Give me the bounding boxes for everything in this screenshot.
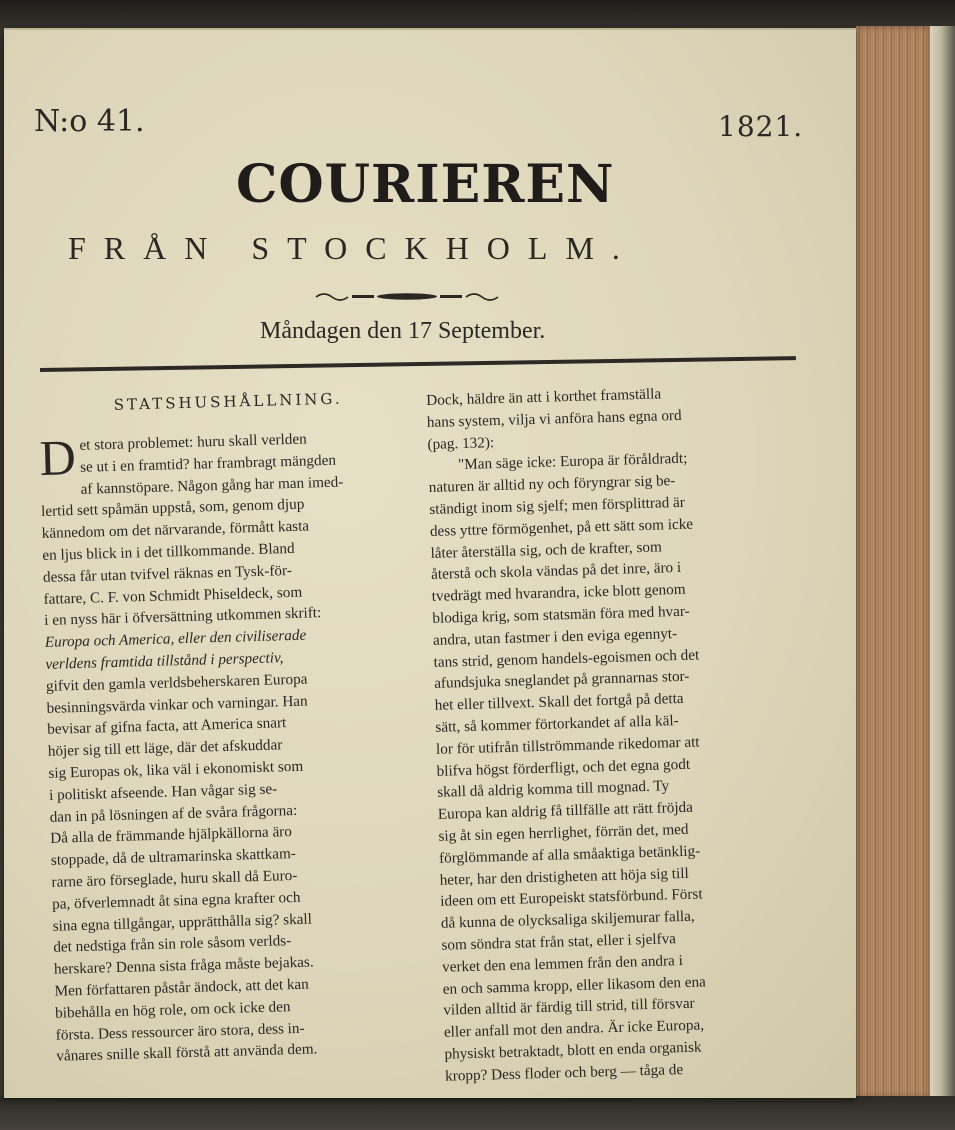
text-line: besinningsvärda vinkar och varningar. Han bbox=[46, 692, 308, 717]
text-line: som söndra stat från stat, eller i sjelfva bbox=[441, 930, 677, 954]
article-body-right bbox=[426, 379, 840, 1087]
text-line: "Man säge icke: Europa är föråldradt; bbox=[457, 450, 688, 474]
text-line: se ut i en framtid? har frambragt mängden bbox=[79, 451, 337, 476]
text-line: stoppade, då de ultramarinska skattkam- bbox=[50, 845, 297, 869]
text-line: lertid sett spåmän uppstå, som, genom djup bbox=[40, 496, 305, 521]
text-line: af kannstöpare. Någon gång har man imed- bbox=[80, 473, 344, 498]
text-line: skall då aldrig komma till mognad. Ty bbox=[437, 777, 670, 802]
text-line: naturen är alltid ny och föryngrar sig be- bbox=[428, 472, 676, 497]
masthead-subtitle: FRÅN STOCKHOLM. bbox=[68, 230, 638, 266]
text-line: en och samma kropp, eller likasom den ena bbox=[442, 972, 707, 998]
text-line: bevisar af gifna facta, att America snart bbox=[47, 714, 287, 739]
text-line: dessa får utan tvifvel räknas en Tysk-för- bbox=[42, 561, 293, 586]
text-line: verket den ena lemmen från den andra i bbox=[441, 951, 684, 976]
drop-cap: D bbox=[38, 428, 77, 486]
text-line: tans strid, genom handels-egoismen och det bbox=[433, 646, 700, 671]
text-line: Då alla de främmande hjälpkällorna äro bbox=[50, 823, 293, 848]
text-line: sina egna tillgångar, upprätthålla sig? skall bbox=[52, 910, 313, 935]
text-line: bibehålla en hög role, om ock icke den bbox=[54, 997, 291, 1022]
text-line-italic: verldens framtida tillstånd i perspectiv, bbox=[45, 649, 284, 673]
text-line: rarne äro förseglade, huru skall då Euro- bbox=[51, 866, 298, 891]
text-line: et stora problemet: huru skall verlden bbox=[79, 430, 307, 454]
text-line: sätt, så kommer förtorkandet af alla käl- bbox=[435, 712, 679, 736]
text-line: blodiga krig, som statsmän föra med hvar- bbox=[432, 602, 690, 627]
text-line: sig Europas ok, lika väl i ekonomiskt som bbox=[48, 757, 304, 782]
book-page-edges bbox=[856, 26, 934, 1098]
text-line: kännedom om det närvarande, förmått kasta bbox=[41, 517, 310, 543]
text-line: ständigt inom sig sjelf; men försplittrad är bbox=[429, 493, 686, 518]
text-line: förglömmande af alla småaktiga betänklig- bbox=[438, 842, 701, 867]
text-line: het eller tillvext. Skall det fortgå på detta bbox=[434, 690, 684, 715]
text-line: heter, har den dristigheten att höja sig till bbox=[439, 864, 689, 889]
book-cover-edge bbox=[930, 26, 955, 1098]
text-line: hans system, vilja vi anföra hans egna ord bbox=[426, 406, 682, 431]
scan-bottom-shadow bbox=[0, 1096, 955, 1130]
text-line: Dock, häldre än att i korthet framställa bbox=[426, 385, 662, 409]
issue-date: Måndagen den 17 September. bbox=[260, 318, 546, 344]
text-line: herskare? Denna sista fråga måste bejakas. bbox=[53, 953, 314, 978]
text-line: då kunna de olycksaliga skiljemurar falla, bbox=[440, 907, 695, 932]
text-line: vånares snille skall förstå att använda dem. bbox=[56, 1040, 318, 1066]
text-line: Men författaren påstår ändock, att det kan bbox=[54, 975, 309, 1000]
text-line: höjer sig till ett läge, där det afskuddar bbox=[47, 736, 283, 761]
text-line-italic: Europa och America, eller den civiliserade bbox=[44, 626, 307, 652]
text-line: fattare, C. F. von Schmidt Phiseldeck, som bbox=[43, 583, 303, 608]
text-line: afundsjuka sneglandet på grannarnas stor- bbox=[433, 668, 690, 693]
text-line: eller anfall mot den andra. Är icke Europa, bbox=[443, 1016, 705, 1041]
text-line: ideen om ett Europeiskt statsförbund. Först bbox=[440, 885, 703, 911]
section-heading: STATSHUSHÅLLNING. bbox=[113, 389, 343, 414]
text-line: det nedstiga från sin role såsom verlds- bbox=[53, 932, 292, 957]
text-line: låter återställa sig, och de krafter, som bbox=[430, 538, 663, 562]
text-line: lor för utifrån tillströmmande rikedomar att bbox=[435, 733, 700, 758]
text-line: i politiskt afseende. Han vågar sig se- bbox=[48, 780, 278, 804]
text-line: dan in på lösningen af de svåra frågorna: bbox=[49, 801, 298, 826]
text-line: återstå och skola vändas på det inre, äro i bbox=[430, 559, 682, 584]
text-line: en ljus blick in i det tillkommande. Bland bbox=[42, 539, 295, 564]
text-line: första. Dess ressourcer äro stora, dess in- bbox=[55, 1019, 305, 1044]
text-line: tvedrägt med hvarandra, icke blott genom bbox=[431, 581, 686, 606]
text-line: vilden alltid är färdig till strid, till försvar bbox=[443, 995, 695, 1020]
text-line: Europa kan aldrig få tillfälle att rätt fröjda bbox=[437, 798, 694, 823]
header-rule bbox=[40, 356, 796, 372]
newspaper-page bbox=[4, 28, 856, 1098]
text-line: dess yttre förmögenhet, på ett sätt som icke bbox=[429, 515, 694, 540]
text-line: kropp? Dess floder och berg — tåga de bbox=[444, 1060, 684, 1085]
right-column bbox=[426, 379, 840, 1087]
text-line: blifva högst förderfligt, och det egna godt bbox=[436, 755, 691, 780]
text-line: pa, öfverlemnadt åt sina egna krafter och bbox=[51, 888, 301, 913]
text-line: i en nyss här i öfversättning utkommen skrift: bbox=[43, 604, 322, 630]
left-column bbox=[38, 387, 437, 1067]
text-line: sig åt sin egen herrlighet, förrän det, med bbox=[438, 820, 689, 845]
text-line: (pag. 132): bbox=[427, 433, 495, 453]
text-line: gifvit den gamla verldsbeherskaren Europa bbox=[45, 670, 308, 695]
ornament-divider-icon bbox=[312, 285, 502, 307]
masthead-title: COURIEREN bbox=[236, 154, 615, 215]
text-line: physiskt betraktadt, blott en enda organisk bbox=[444, 1038, 702, 1063]
text-line: andra, utan fastmer i den eviga egennyt- bbox=[432, 624, 678, 649]
issue-number: N:o 41. bbox=[34, 104, 145, 139]
issue-year: 1821. bbox=[718, 110, 804, 143]
article-body-left bbox=[39, 425, 437, 1067]
